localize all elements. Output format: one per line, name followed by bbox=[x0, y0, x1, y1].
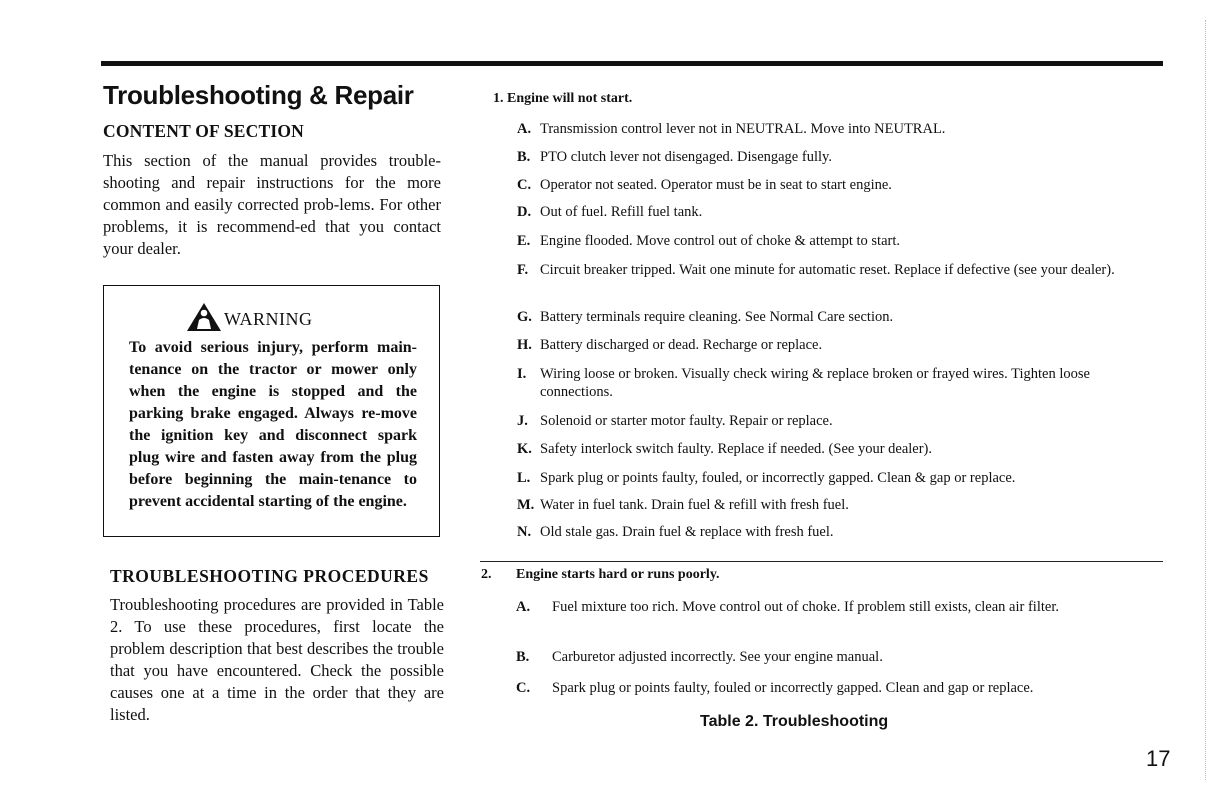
cause-letter: D. bbox=[517, 204, 532, 220]
left-column bbox=[103, 80, 448, 260]
cause-text: Battery discharged or dead. Recharge or replace. bbox=[540, 337, 823, 353]
problem-1-title bbox=[493, 91, 632, 107]
warning-triangle-icon bbox=[186, 302, 222, 332]
cause-2a bbox=[516, 598, 1164, 616]
cause-1l bbox=[517, 469, 1167, 487]
cause-1a bbox=[517, 120, 1163, 138]
cause-letter: G. bbox=[517, 309, 532, 325]
cause-letter: H. bbox=[517, 337, 532, 353]
page-edge bbox=[1205, 20, 1206, 780]
cause-text: Spark plug or points faulty, fouled, or incorrectly gapped. Clean & gap or replace. bbox=[540, 470, 1016, 486]
table-caption: Table 2. Troubleshooting bbox=[700, 713, 889, 730]
warning-label: WARNING bbox=[224, 309, 313, 329]
cause-letter: A. bbox=[516, 599, 531, 615]
cause-1j bbox=[517, 412, 1163, 430]
problem-number: 2. bbox=[481, 567, 492, 582]
cause-text: Battery terminals require cleaning. See Normal Care section. bbox=[540, 309, 894, 325]
cause-letter: K. bbox=[517, 441, 532, 457]
cause-text: Solenoid or starter motor faulty. Repair or replace. bbox=[540, 413, 833, 429]
top-rule bbox=[101, 61, 1163, 66]
procedures-paragraph: Troubleshooting procedures are provided in Table 2. To use these procedures, first locate the problem description that best describes the trouble that you have encountered. Check the possible causes one at a time in the order that they are listed. bbox=[110, 595, 444, 724]
cause-text: Spark plug or points faulty, fouled or incorrectly gapped. Clean and gap or replace. bbox=[552, 680, 1034, 696]
cause-letter: M. bbox=[517, 497, 535, 513]
cause-letter: J. bbox=[517, 413, 528, 429]
warning-header bbox=[186, 302, 313, 332]
cause-text: Carburetor adjusted incorrectly. See your engine manual. bbox=[552, 649, 883, 665]
warning-text: To avoid serious injury, perform main-tenance on the tractor or mower only when the engine is stopped and the parking brake engaged. Always re-move the ignition key and disconnect spark plug wire and fasten away from the plug before beginning the main-tenance to prevent accidental starting of the engine. bbox=[129, 339, 417, 510]
cause-1f bbox=[517, 261, 1163, 279]
problem-title-text: Engine will not start. bbox=[507, 91, 633, 106]
cause-2c bbox=[516, 679, 1126, 697]
section-divider bbox=[480, 561, 1163, 562]
cause-1g bbox=[517, 308, 1163, 326]
problem-number: 1. bbox=[493, 91, 504, 106]
cause-text: Operator not seated. Operator must be in seat to start engine. bbox=[540, 177, 892, 193]
cause-1d bbox=[517, 203, 1163, 221]
cause-text: Wiring loose or broken. Visually check wiring & replace broken or frayed wires. Tighten loose connections. bbox=[540, 366, 1090, 400]
cause-text: Transmission control lever not in NEUTRAL. Move into NEUTRAL. bbox=[540, 121, 946, 137]
cause-1h bbox=[517, 336, 1163, 354]
cause-letter: E. bbox=[517, 233, 531, 249]
cause-letter: B. bbox=[517, 149, 531, 165]
cause-letter: F. bbox=[517, 262, 529, 278]
problem-2-title bbox=[481, 567, 720, 583]
intro-paragraph: This section of the manual provides trouble-shooting and repair instructions for the more common and easily corrected prob-lems. For other problems, it is recommend-ed that you contact your dealer. bbox=[103, 151, 441, 258]
cause-text: Water in fuel tank. Drain fuel & refill with fresh fuel. bbox=[540, 497, 849, 513]
procedures-heading: TROUBLESHOOTING PROCEDURES bbox=[110, 566, 429, 586]
cause-1b bbox=[517, 148, 1163, 166]
cause-text: Safety interlock switch faulty. Replace if needed. (See your dealer). bbox=[540, 441, 933, 457]
content-heading: CONTENT OF SECTION bbox=[103, 121, 305, 141]
cause-text: Circuit breaker tripped. Wait one minute for automatic reset. Replace if defective (see your dealer). bbox=[540, 262, 1115, 278]
cause-text: Fuel mixture too rich. Move control out of choke. If problem still exists, clean air filter. bbox=[552, 599, 1059, 615]
section-title: Troubleshooting & Repair bbox=[103, 80, 414, 110]
cause-1k bbox=[517, 440, 1163, 458]
cause-letter: L. bbox=[517, 470, 531, 486]
cause-text: Out of fuel. Refill fuel tank. bbox=[540, 204, 703, 220]
cause-letter: B. bbox=[516, 649, 530, 665]
warning-box bbox=[103, 285, 440, 537]
cause-letter: C. bbox=[516, 680, 531, 696]
cause-letter: I. bbox=[517, 366, 527, 382]
cause-text: Old stale gas. Drain fuel & replace with fresh fuel. bbox=[540, 524, 834, 540]
cause-letter: C. bbox=[517, 177, 532, 193]
cause-1e bbox=[517, 232, 1163, 250]
cause-text: PTO clutch lever not disengaged. Disengage fully. bbox=[540, 149, 832, 165]
cause-1i bbox=[517, 365, 1163, 401]
cause-text: Engine flooded. Move control out of choke & attempt to start. bbox=[540, 233, 901, 249]
page-number: 17 bbox=[1146, 746, 1171, 771]
cause-letter: N. bbox=[517, 524, 532, 540]
cause-2b bbox=[516, 648, 1164, 666]
problem-title-text: Engine starts hard or runs poorly. bbox=[516, 567, 720, 582]
cause-1n bbox=[517, 523, 1163, 541]
cause-1c bbox=[517, 176, 1163, 194]
cause-1m bbox=[517, 496, 1163, 514]
cause-letter: A. bbox=[517, 121, 532, 137]
